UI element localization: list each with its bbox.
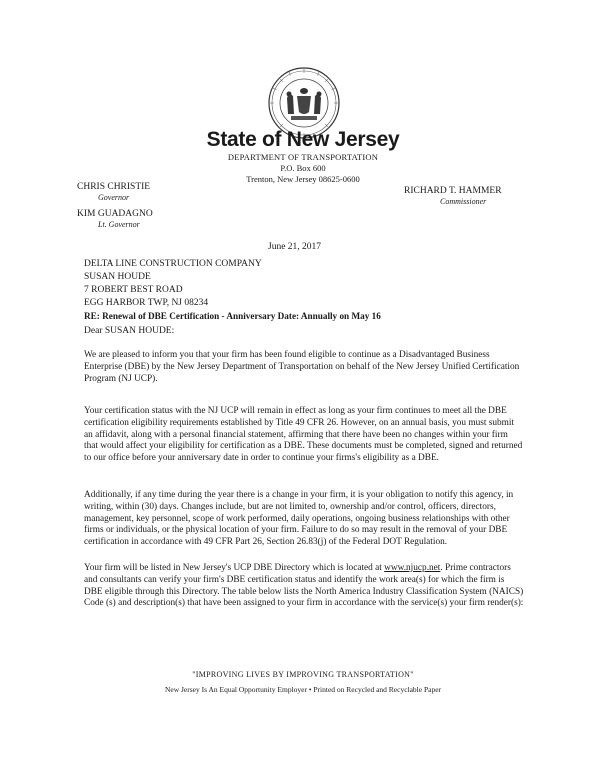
recipient-city: EGG HARBOR TWP, NJ 08234	[84, 298, 209, 308]
recipient-company: DELTA LINE CONSTRUCTION COMPANY	[84, 259, 262, 269]
lt-governor-name: KIM GUADAGNO	[77, 209, 153, 219]
paragraph-directory-listing	[84, 563, 524, 610]
paragraph-eligibility: We are pleased to inform you that your firm has been found eligible to continue as a Disadvantaged Business Enterprise (DBE) by the New Jersey Department of Transportation on behalf of the New Jersey Unified Certification Program (NJ UCP).	[84, 350, 520, 384]
state-title: State of New Jersey	[206, 128, 400, 151]
letter-date: June 21, 2017	[268, 242, 322, 252]
governor-name: CHRIS CHRISTIE	[77, 182, 151, 192]
subject-line: RE: Renewal of DBE Certification - Anniversary Date: Annually on May 16	[84, 311, 381, 321]
footer-notice: New Jersey Is An Equal Opportunity Employer • Printed on Recycled and Recyclable Paper	[164, 685, 442, 694]
mailing-address: Trenton, New Jersey 08625-0600	[246, 174, 360, 184]
po-box: P.O. Box 600	[280, 163, 326, 173]
recipient-address-block	[84, 258, 262, 310]
recipient-street: 7 ROBERT BEST ROAD	[84, 285, 183, 295]
paragraph-directory-text-end: . Prime contractors and consultants can verify your firm's DBE certification status and identify the work area(s) for which the firm is DBE eligible through this Directory. The table below lists the North America Industry Classification System (NAICS) Code (s) and description(s) that have been assigned to your firm in accordance with the service(s) your firm render(s):	[84, 563, 524, 609]
commissioner-name: RICHARD T. HAMMER	[404, 186, 502, 196]
governor-title: Governor	[98, 193, 130, 202]
paragraph-certification-status: Your certification status with the NJ UCP will remain in effect as long as your firm continues to meet all the DBE certification eligibility requirements established by Title 49 CFR 26. However, on an annual basis, you must submit an affidavit, along with a personal financial statement, affirming that there have been no changes within your firm that would affect your eligibility for certification as a DBE. These documents must be completed, signed and returned to our office before your anniversary date in order to continue your firms's eligibility as a DBE.	[84, 406, 523, 464]
left-officials	[77, 182, 153, 230]
commissioner-title: Commissioner	[440, 197, 487, 206]
njucp-directory-link[interactable]: www.njucp.net	[384, 563, 441, 573]
recipient-contact: SUSAN HOUDE	[84, 272, 151, 282]
paragraph-change-notification: Additionally, if any time during the year there is a change in your firm, it is your obligation to notify this agency, in writing, within (30) days. Changes include, but are not limited to, ownership and/or control, officers, directors, management, key personnel, scope of work performed, daily operations, ongoing business relationships with other firms or individuals, or the physical location of your firm. Failure to do so may result in the removal of your DBE certification in accordance with 49 CFR Part 26, Section 26.83(j) of the Federal DOT Regulation.	[84, 490, 514, 548]
paragraph-directory-text-start: Your firm will be listed in New Jersey's UCP DBE Directory which is located at	[84, 563, 385, 573]
right-officials	[404, 186, 502, 207]
footer-slogan: "IMPROVING LIVES BY IMPROVING TRANSPORTATION"	[192, 670, 414, 679]
salutation: Dear SUSAN HOUDE:	[84, 326, 175, 336]
lt-governor-title: Lt. Governor	[98, 220, 140, 229]
department-name: DEPARTMENT OF TRANSPORTATION	[227, 152, 379, 162]
